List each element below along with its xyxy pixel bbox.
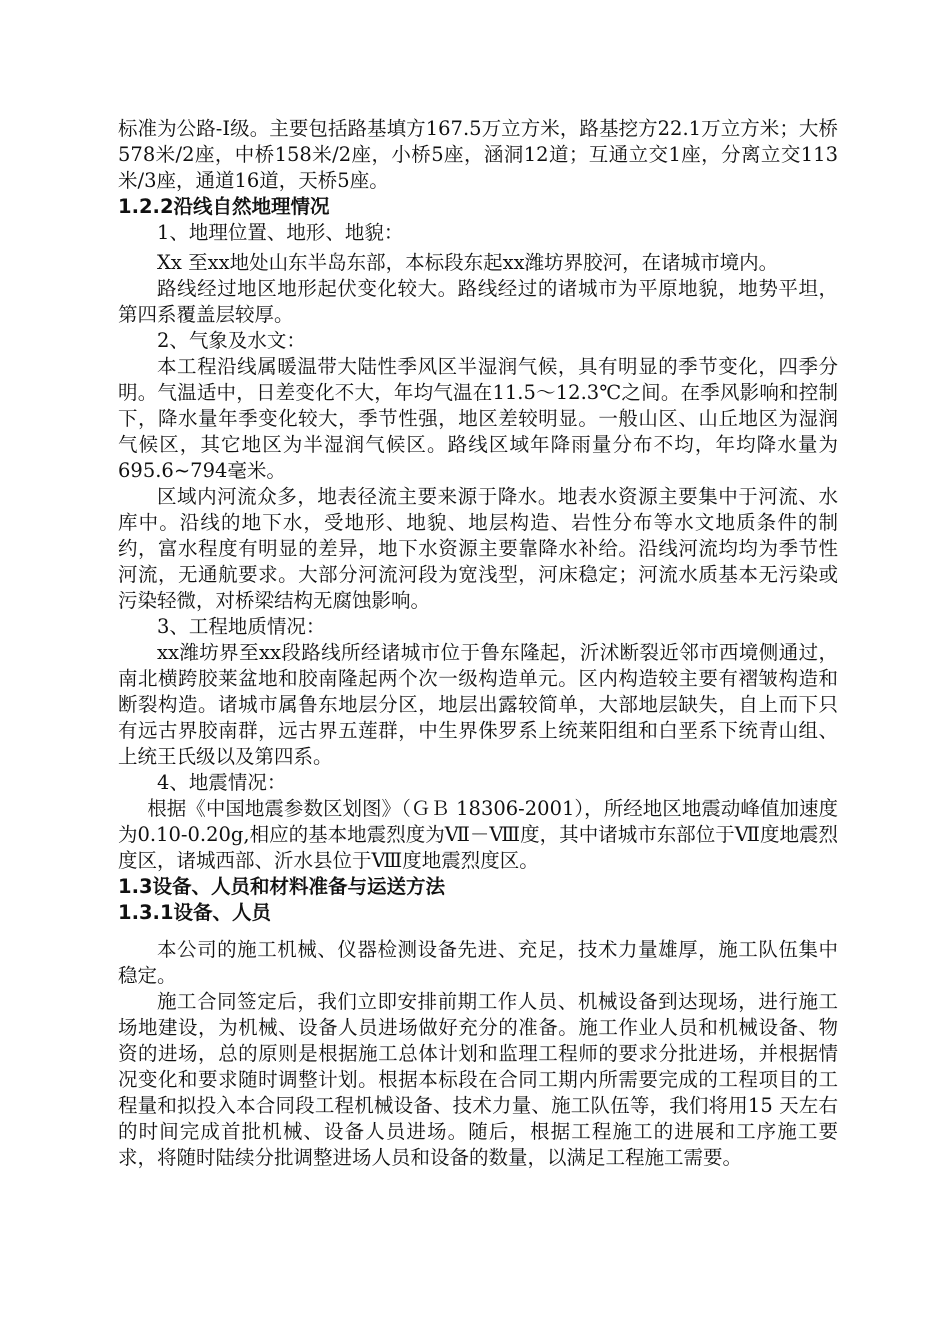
paragraph-hydrology: 区域内河流众多，地表径流主要来源于降水。地表水资源主要集中于河流、水库中。沿线的地下水，受地形、地貌、地层构造、岩性分布等水文地质条件的制约，富水程度有明显的差异，地下水资源主要靠降水补给。沿线河流均均为季节性河流，无通航要求。大部分河流河段为宽浅型，河床稳定；河流水质基本无污染或污染轻微，对桥梁结构无腐蚀影响。 bbox=[118, 485, 838, 612]
heading-1-3: 1.3设备、人员和材料准备与运送方法 bbox=[118, 875, 446, 898]
paragraph-earthquake: 根据《中国地震参数区划图》（ＧＢ 18306-2001），所经地区地震动峰值加速度为0.10-0.20g,相应的基本地震烈度为Ⅶ－Ⅷ度，其中诸城市东部位于Ⅶ度地震烈度区，诸城西部、沂水县位于Ⅷ度地震烈度区。 bbox=[118, 797, 838, 872]
paragraph-location: Xx 至xx地处山东半岛东部，本标段东起xx潍坊界胶河，在诸城市境内。 bbox=[157, 251, 779, 274]
paragraph-location-title: 1、地理位置、地形、地貌： bbox=[157, 221, 404, 244]
paragraph-equipment: 本公司的施工机械、仪器检测设备先进、充足，技术力量雄厚，施工队伍集中稳定。 bbox=[118, 938, 838, 987]
paragraph-earthquake-title: 4、地震情况： bbox=[157, 771, 287, 794]
paragraph-mobilization: 施工合同签定后，我们立即安排前期工作人员、机械设备到达现场，进行施工场地建设，为机械、设备人员进场做好充分的准备。施工作业人员和机械设备、物资的进场，总的原则是根据施工总体计划和监理工程师的要求分批进场，并根据情况变化和要求随时调整计划。根据本标段在合同工期内所需要完成的工程项目的工程量和拟投入本合同段工程机械设备、技术力量、施工队伍等，我们将用15 天左右的时间完成首批机械、设备人员进场。随后，根据工程施工的进展和工序施工要求，将随时陆续分批调整进场人员和设备的数量，以满足工程施工需要。 bbox=[118, 990, 838, 1169]
paragraph-terrain: 路线经过地区地形起伏变化较大。路线经过的诸城市为平原地貌，地势平坦，第四系覆盖层较厚。 bbox=[118, 277, 838, 326]
heading-1-2-2: 1.2.2沿线自然地理情况 bbox=[118, 195, 330, 218]
paragraph-climate: 本工程沿线属暖温带大陆性季风区半湿润气候，具有明显的季节变化，四季分明。气温适中，日差变化不大，年均气温在11.5～12.3℃之间。在季风影响和控制下，降水量年季变化较大，季节性强，地区差较明显。一般山区、山丘地区为湿润气候区，其它地区为半湿润气候区。路线区域年降雨量分布不均，年均降水量为695.6~794毫米。 bbox=[118, 355, 838, 482]
document-page bbox=[118, 116, 838, 1171]
paragraph-road-standard: 标准为公路-I级。主要包括路基填方167.5万立方米，路基挖方22.1万立方米；大桥578米/2座，中桥158米/2座，小桥5座，涵洞12道；互通立交1座，分离立交113米/3座，通道16道，天桥5座。 bbox=[118, 117, 838, 192]
paragraph-geology-title: 3、工程地质情况： bbox=[157, 615, 326, 638]
heading-1-3-1: 1.3.1设备、人员 bbox=[118, 901, 272, 924]
paragraph-climate-title: 2、气象及水文： bbox=[157, 329, 306, 352]
paragraph-geology: xx潍坊界至xx段路线所经诸城市位于鲁东隆起，沂沭断裂近邻市西境侧通过，南北横跨胶莱盆地和胶南隆起两个次一级构造单元。区内构造较主要有褶皱构造和断裂构造。诸城市属鲁东地层分区，地层出露较简单，大部地层缺失，自上而下只有远古界胶南群，远古界五莲群，中生界侏罗系上统莱阳组和白垩系下统青山组、上统王氏级以及第四系。 bbox=[118, 641, 838, 768]
